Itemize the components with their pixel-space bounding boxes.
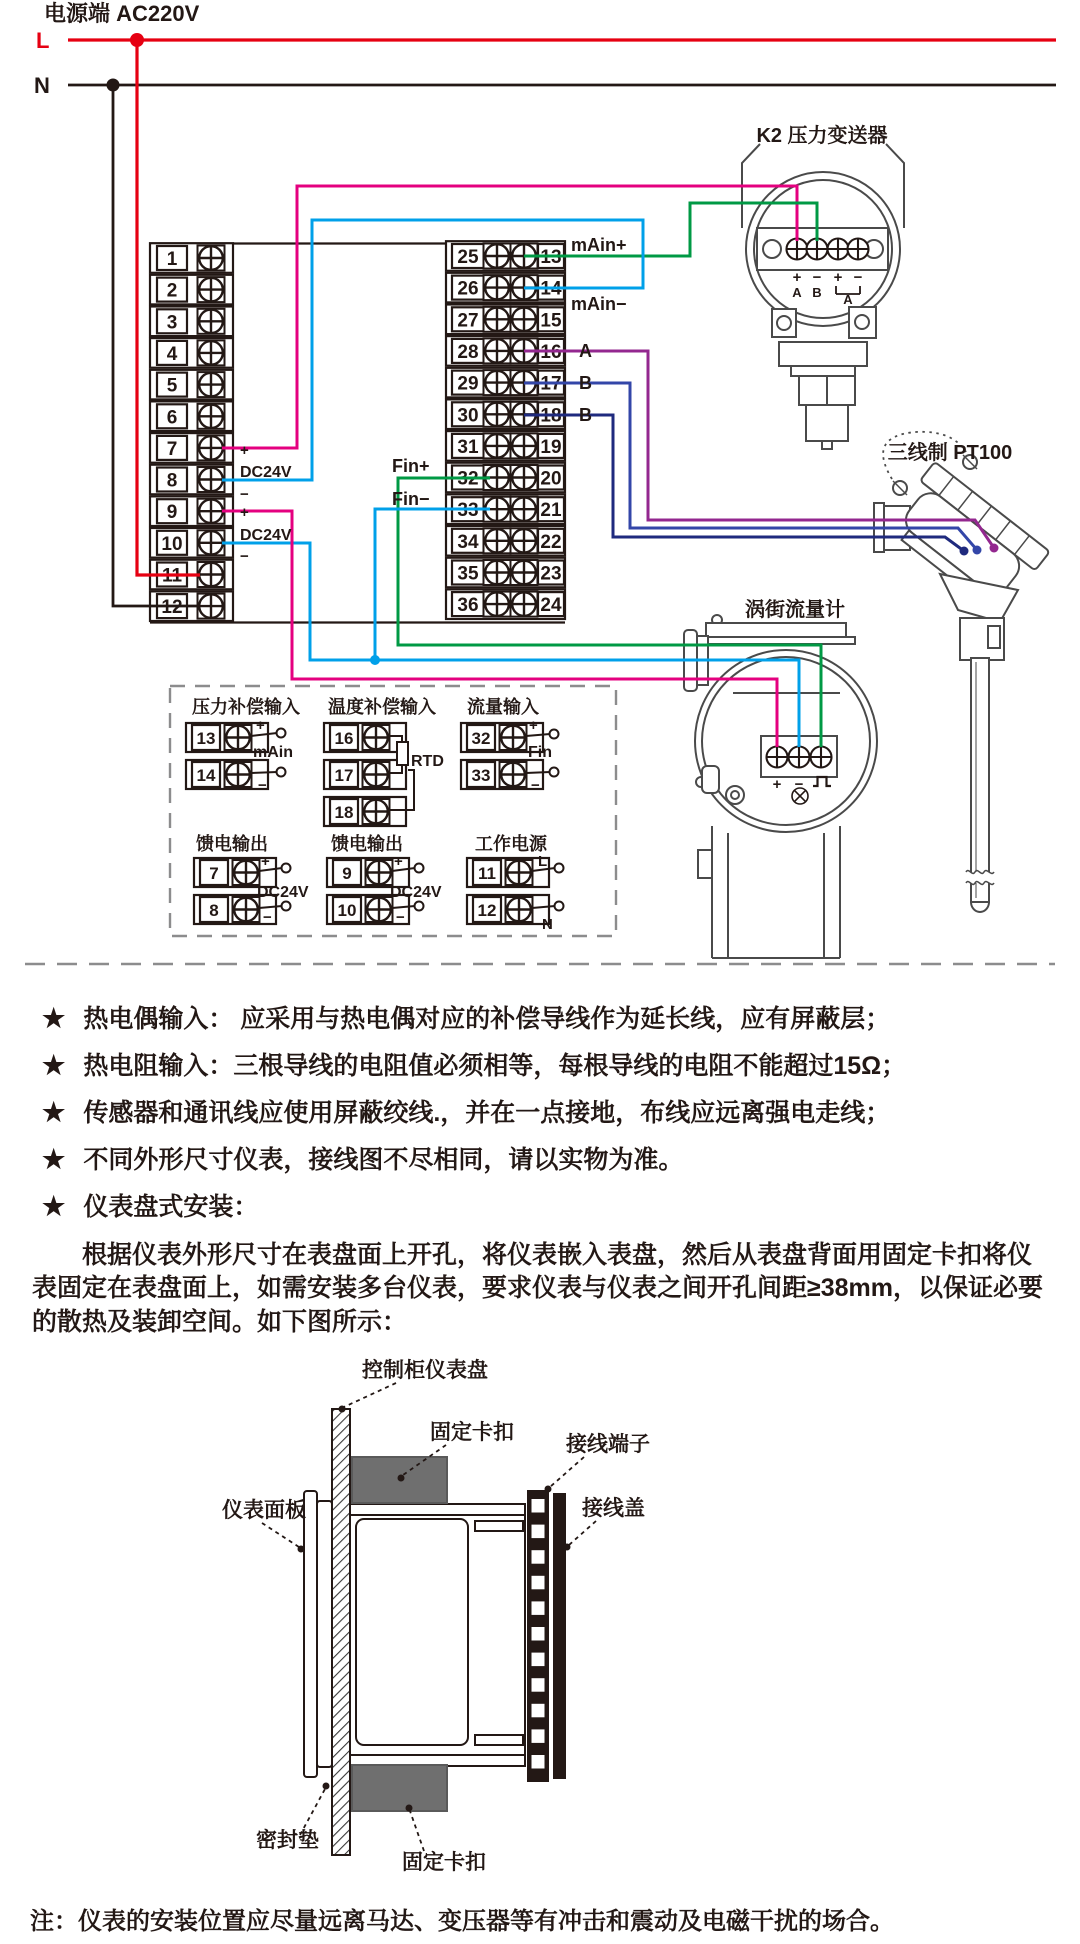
- svg-text:35: 35: [457, 563, 479, 585]
- svg-text:34: 34: [457, 531, 479, 553]
- pt100-title: 三线制 PT100: [887, 442, 1013, 464]
- note-text: 仪表盘式安装：: [83, 1193, 259, 1221]
- svg-text:20: 20: [540, 468, 562, 490]
- note-text: 热电偶输入： 应采用与热电偶对应的补偿导线作为延长线，应有屏蔽层；: [83, 1005, 891, 1033]
- svg-text:12: 12: [161, 597, 183, 619]
- svg-text:10: 10: [337, 901, 357, 920]
- panel-label: 控制柜仪表盘: [362, 1358, 488, 1382]
- power-title: 电源端 AC220V: [44, 1, 200, 26]
- svg-text:7: 7: [166, 438, 178, 460]
- pressure-plus-label: +: [256, 717, 265, 734]
- feed2-minus-label: −: [396, 909, 405, 926]
- svg-text:11: 11: [478, 864, 496, 883]
- footnote: 注：仪表的安装位置应尽量远离马达、变压器等有冲击和震动及电磁干扰的场合。: [30, 1907, 894, 1935]
- comp-temperature-title: 温度补偿输入: [328, 697, 436, 717]
- note-text: 不同外形尺寸仪表，接线图不尽相同，请以实物为准。: [83, 1146, 684, 1174]
- svg-text:+: +: [772, 776, 782, 793]
- fin-minus-label: Fin−: [392, 489, 430, 509]
- svg-text:2: 2: [166, 280, 178, 302]
- svg-text:19: 19: [540, 436, 562, 458]
- svg-text:+: +: [833, 269, 843, 286]
- comp-pressure-title: 压力补偿输入: [192, 697, 300, 717]
- svg-text:18: 18: [540, 405, 562, 427]
- svg-text:14: 14: [540, 278, 562, 300]
- svg-text:+: +: [792, 269, 802, 286]
- svg-text:9: 9: [166, 502, 178, 524]
- dc24v-1: DC24V: [240, 464, 292, 481]
- k2-title: K2 压力变送器: [756, 125, 888, 147]
- install-drawing: [304, 1409, 565, 1855]
- svg-text:4: 4: [166, 343, 178, 365]
- svg-text:1: 1: [166, 249, 178, 270]
- comp-flow-title: 流量输入: [467, 697, 539, 717]
- svg-text:15: 15: [540, 310, 562, 332]
- b2-label: B: [579, 405, 592, 425]
- comp-box: [170, 686, 616, 936]
- mid-block-rows: [446, 241, 565, 619]
- terminal-label: 接线端子: [566, 1432, 650, 1456]
- note-text: 热电阻输入：三根导线的电阻值必须相等，每根导线的电阻不能超过15Ω；: [83, 1052, 907, 1080]
- svg-text:24: 24: [540, 595, 562, 617]
- svg-text:12: 12: [477, 901, 497, 920]
- dc24v-2: DC24V: [240, 527, 292, 544]
- svg-text:−: −: [812, 269, 822, 286]
- fixing-clip-bottom: [352, 1765, 447, 1811]
- flow-fin-label: Fin: [528, 744, 552, 761]
- supply-n-label: N: [542, 916, 553, 933]
- rtd-label: RTD: [411, 753, 444, 770]
- clip-bottom-label: 固定卡扣: [402, 1850, 486, 1874]
- svg-text:13: 13: [196, 729, 216, 748]
- b1-label: B: [579, 373, 592, 393]
- terminal-cover: [554, 1494, 565, 1778]
- svg-text:21: 21: [540, 500, 562, 522]
- feed1-minus-label: −: [263, 909, 272, 926]
- svg-text:25: 25: [457, 247, 479, 268]
- svg-text:33: 33: [471, 766, 491, 785]
- svg-text:30: 30: [457, 405, 479, 427]
- display-window: [356, 1519, 468, 1745]
- supply-l-label: L: [538, 853, 548, 870]
- t9-plus: +: [240, 504, 249, 521]
- pressure-minus-label: −: [258, 777, 267, 794]
- cabinet-panel: [332, 1409, 350, 1855]
- svg-text:7: 7: [209, 864, 219, 883]
- svg-text:28: 28: [457, 341, 479, 363]
- svg-text:B: B: [812, 285, 822, 300]
- star-icon: ★: [42, 1191, 66, 1221]
- notes-section: [42, 1004, 1080, 1222]
- svg-text:10: 10: [161, 533, 183, 555]
- k2-transmitter-device: [742, 144, 904, 449]
- pt100-device: [874, 432, 1050, 912]
- comp-feed2-title: 馈电输出: [331, 834, 403, 854]
- svg-text:8: 8: [166, 470, 178, 492]
- svg-text:14: 14: [196, 766, 216, 785]
- comp-supply-title: 工作电源: [475, 834, 547, 854]
- svg-text:13: 13: [540, 247, 562, 268]
- comp-feed1-title: 馈电输出: [196, 834, 268, 854]
- svg-text:26: 26: [457, 278, 479, 300]
- faceplate-outer: [304, 1491, 317, 1777]
- vortex-title: 涡街流量计: [745, 599, 845, 621]
- fin-plus-label: Fin+: [392, 456, 430, 476]
- star-icon: ★: [42, 1144, 66, 1174]
- main-minus-label: mAin−: [571, 294, 627, 314]
- svg-text:31: 31: [457, 436, 479, 458]
- cover-label: 接线盖: [582, 1496, 645, 1520]
- svg-text:5: 5: [166, 375, 178, 397]
- svg-text:27: 27: [457, 310, 479, 332]
- svg-text:29: 29: [457, 373, 479, 395]
- feed1-plus-label: +: [261, 853, 270, 870]
- flow-plus-label: +: [529, 717, 538, 734]
- line-n-label: N: [34, 73, 50, 98]
- main-plus-label: mAin+: [571, 235, 627, 255]
- svg-text:32: 32: [457, 468, 479, 490]
- svg-text:33: 33: [457, 500, 479, 522]
- svg-text:16: 16: [540, 341, 562, 363]
- pressure-main-label: mAin: [253, 744, 293, 761]
- note-item: [42, 1192, 1080, 1222]
- svg-text:6: 6: [166, 407, 178, 429]
- svg-text:A: A: [792, 285, 802, 300]
- install-paragraph: 根据仪表外形尺寸在表盘面上开孔，将仪表嵌入表盘，然后从表盘背面用固定卡扣将仪表固定在表盘面上，如需安装多台仪表，要求仪表与仪表之间开孔间距≥38mm，以保证必要的散热及装卸空间。如下图所示：: [32, 1241, 1043, 1336]
- note-item: [42, 1051, 1080, 1081]
- feed2-plus-label: +: [394, 853, 403, 870]
- clip-top-label: 固定卡扣: [430, 1420, 514, 1444]
- comp-terminal-rows: [186, 723, 549, 924]
- svg-text:A: A: [843, 292, 853, 307]
- svg-text:9: 9: [342, 864, 352, 883]
- a-label: A: [579, 341, 592, 361]
- svg-text:17: 17: [334, 766, 354, 785]
- faceplate-label: 仪表面板: [222, 1498, 306, 1522]
- svg-text:23: 23: [540, 563, 562, 585]
- svg-text:11: 11: [161, 565, 183, 587]
- line-l-label: L: [36, 28, 50, 53]
- svg-text:18: 18: [334, 803, 354, 822]
- feed2-dc24v-label: DC24V: [390, 884, 442, 901]
- left-block-rows: [150, 243, 233, 621]
- t8-minus: −: [240, 486, 249, 503]
- svg-text:16: 16: [334, 729, 354, 748]
- note-item: [42, 1098, 1080, 1128]
- star-icon: ★: [42, 1050, 66, 1080]
- note-item: [42, 1004, 1080, 1034]
- svg-text:−: −: [794, 776, 804, 793]
- install-diagram: [0, 1347, 1080, 1892]
- svg-text:3: 3: [166, 312, 178, 334]
- faceplate-inner: [317, 1501, 332, 1767]
- note-text: 传感器和通讯线应使用屏蔽绞线.，并在一点接地，布线应远离强电走线；: [83, 1099, 891, 1127]
- svg-text:36: 36: [457, 595, 479, 617]
- svg-text:32: 32: [471, 729, 491, 748]
- svg-text:−: −: [853, 269, 863, 286]
- note-item: [42, 1145, 1080, 1175]
- star-icon: ★: [42, 1097, 66, 1127]
- star-icon: ★: [42, 1003, 66, 1033]
- feed1-dc24v-label: DC24V: [257, 884, 309, 901]
- t10-minus: −: [240, 548, 249, 565]
- flow-minus-label: −: [531, 777, 540, 794]
- svg-text:8: 8: [209, 901, 219, 920]
- svg-text:17: 17: [540, 373, 562, 395]
- svg-text:22: 22: [540, 531, 562, 553]
- t7-plus: +: [240, 442, 249, 459]
- gasket-label: 密封垫: [256, 1828, 319, 1852]
